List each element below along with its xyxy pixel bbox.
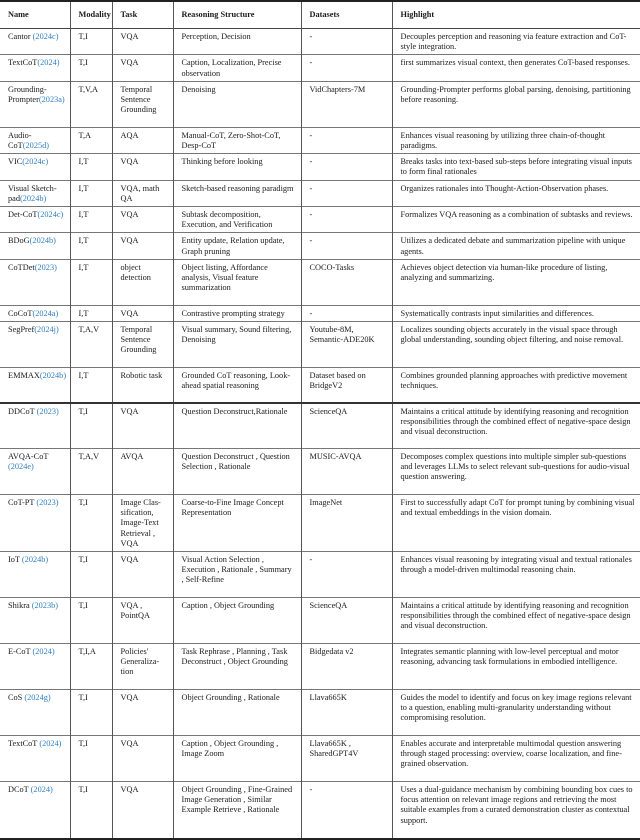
cell-task: Image Clas-sification, Image-Text Retrieval , VQA — [112, 495, 173, 552]
cell-datasets: VidChapters-7M — [301, 81, 392, 127]
cell-name: CoCoT(2024a) — [8, 308, 59, 318]
table-row — [0, 690, 640, 736]
cell-task: VQA — [112, 207, 173, 233]
cell-datasets: - — [301, 127, 392, 153]
citation-link[interactable]: (2024j) — [34, 325, 59, 335]
cell-modality: T,V,A — [70, 81, 112, 127]
citation-link[interactable]: (2024) — [39, 739, 62, 749]
cell-reasoning: Subtask decomposition, Execution, and Verification — [173, 207, 301, 233]
cell-modality: T,I — [70, 736, 112, 782]
cell-reasoning: Object Grounding , Rationale — [173, 690, 301, 736]
cell-highlight: Formalizes VQA reasoning as a combination of subtasks and reviews. — [392, 207, 640, 233]
table-row — [0, 598, 640, 644]
cell-modality: T,I — [70, 598, 112, 644]
cell-highlight: Maintains a critical attitude by identifying reasoning and recognition responsibilities through the combined effect of negative-space design and visual deconstruction. — [392, 598, 640, 644]
citation-link[interactable]: (2024b) — [21, 555, 49, 565]
cell-name: SegPref(2024j) — [8, 325, 59, 335]
cell-modality: T,A — [70, 127, 112, 153]
cell-highlight: Combines grounded planning approaches with predictive movement techniques. — [392, 368, 640, 403]
cell-highlight: Breaks tasks into text-based sub-steps before integrating visual inputs to form final rationales — [392, 154, 640, 180]
citation-link[interactable]: (2024b) — [29, 236, 56, 246]
cell-task: VQA, math QA — [112, 180, 173, 206]
cell-datasets: MUSIC-AVQA — [301, 449, 392, 495]
citation-link[interactable]: (2024e) — [8, 462, 34, 472]
cell-highlight: Achieves object detection via human-like procedure of listing, analyzing and summarizing. — [392, 259, 640, 305]
cell-highlight: Uses a dual-guidance mechanism by combining bounding box cues to focus attention on relevant image regions and retrieving the most suitable examples from a curated demonstration cluster as contextual support. — [392, 782, 640, 839]
cell-datasets: - — [301, 552, 392, 598]
cell-modality: T,I,A — [70, 644, 112, 690]
cell-highlight: Enhances visual reasoning by integrating visual and textual rationales through a model-driven multimodal reasoning chain. — [392, 552, 640, 598]
cell-modality: T,A,V — [70, 322, 112, 368]
citation-link[interactable]: (2024) — [37, 58, 60, 68]
cell-modality: I,T — [70, 305, 112, 321]
citation-link[interactable]: (2024b) — [19, 193, 47, 203]
citation-link[interactable]: (2025d) — [22, 141, 50, 151]
cell-task: VQA — [112, 154, 173, 180]
cell-modality: I,T — [70, 368, 112, 403]
cell-modality: T,I — [70, 552, 112, 598]
cell-datasets: - — [301, 55, 392, 81]
header-task: Task — [112, 1, 173, 29]
table-row — [0, 305, 640, 321]
cell-reasoning: Question Deconstruct,Rationale — [173, 403, 301, 449]
cell-datasets: Dataset based on BridgeV2 — [301, 368, 392, 403]
citation-link[interactable]: (2023b) — [31, 601, 59, 611]
table-row — [0, 368, 640, 403]
cell-datasets: Bidgedata v2 — [301, 644, 392, 690]
cell-datasets: - — [301, 29, 392, 55]
cell-datasets: Llava665K — [301, 690, 392, 736]
cell-modality: I,T — [70, 233, 112, 259]
table-row — [0, 782, 640, 839]
cell-task: AQA — [112, 127, 173, 153]
cell-highlight: first summarizes visual context, then generates CoT-based responses. — [392, 55, 640, 81]
cell-datasets: Youtube-8M, Semantic-ADE20K — [301, 322, 392, 368]
cell-task: VQA — [112, 403, 173, 449]
table-row — [0, 644, 640, 690]
cell-reasoning: Grounded CoT reasoning, Look-ahead spatial reasoning — [173, 368, 301, 403]
cell-reasoning: Entity update, Relation update, Graph pruning — [173, 233, 301, 259]
citation-link[interactable]: (2024c) — [37, 210, 64, 220]
cell-reasoning: Object Grounding , Fine-Grained Image Generation , Similar Example Retrieve , Rationale — [173, 782, 301, 839]
cell-name: BDoG(2024b) — [8, 236, 56, 246]
cell-highlight: First to successfully adapt CoT for prompt tuning by combining visual and textual embeddings in the vision domain. — [392, 495, 640, 552]
cell-name: TextCoT (2024) — [8, 739, 62, 749]
cell-reasoning: Manual-CoT, Zero-Shot-CoT, Desp-CoT — [173, 127, 301, 153]
cell-name: CoS (2024g) — [8, 693, 51, 703]
cell-task: VQA , PointQA — [112, 598, 173, 644]
cell-name: AVQA-CoT (2024e) — [8, 452, 49, 472]
cell-task: VQA — [112, 305, 173, 321]
citation-link[interactable]: (2023) — [36, 406, 59, 416]
table-row — [0, 552, 640, 598]
cell-name: DDCoT (2023) — [8, 406, 59, 416]
cell-reasoning: Question Deconstruct , Question Selection , Rationale — [173, 449, 301, 495]
cell-reasoning: Sketch-based reasoning paradigm — [173, 180, 301, 206]
table-row — [0, 127, 640, 153]
cell-highlight: Enhances visual reasoning by utilizing three chain-of-thought paradigms. — [392, 127, 640, 153]
citation-link[interactable]: (2023a) — [38, 95, 65, 105]
cell-modality: I,T — [70, 259, 112, 305]
cell-name: DCoT (2024) — [8, 785, 53, 795]
cell-name: Cantor (2024c) — [8, 32, 59, 41]
cell-highlight: Utilizes a dedicated debate and summarization pipeline with unique agents. — [392, 233, 640, 259]
cell-name: Shikra (2023b) — [8, 601, 59, 611]
cell-modality: T,I — [70, 690, 112, 736]
cell-modality: I,T — [70, 180, 112, 206]
cell-task: VQA — [112, 55, 173, 81]
cell-datasets: - — [301, 207, 392, 233]
cell-datasets: Llava665K , SharedGPT4V — [301, 736, 392, 782]
citation-link[interactable]: (2024) — [30, 785, 53, 795]
cell-name: Det-CoT(2024c) — [8, 210, 64, 220]
cell-name: IoT (2024b) — [8, 555, 49, 565]
cell-datasets: - — [301, 305, 392, 321]
cell-name: Audio-CoT(2025d) — [8, 130, 50, 151]
cell-reasoning: Perception, Decision — [173, 29, 301, 55]
table-row — [0, 495, 640, 552]
header-modality: Modality — [70, 1, 112, 29]
cell-reasoning: Denoising — [173, 81, 301, 127]
cell-reasoning: Object listing, Affordance analysis, Visual feature summarization — [173, 259, 301, 305]
cell-task: AVQA — [112, 449, 173, 495]
table-row — [0, 736, 640, 782]
cell-task: VQA — [112, 690, 173, 736]
cell-task: object detection — [112, 259, 173, 305]
cell-datasets: COCO-Tasks — [301, 259, 392, 305]
table-row — [0, 449, 640, 495]
cell-task: Temporal Sentence Grounding — [112, 322, 173, 368]
cell-datasets: - — [301, 782, 392, 839]
cell-modality: T,I — [70, 403, 112, 449]
table-header-row — [0, 1, 640, 29]
cell-reasoning: Caption, Localization, Precise observation — [173, 55, 301, 81]
cell-datasets: ScienceQA — [301, 598, 392, 644]
cell-name: VIC(2024c) — [8, 157, 49, 167]
cell-task: VQA — [112, 29, 173, 55]
table-row — [0, 403, 640, 449]
table-row — [0, 81, 640, 127]
cell-reasoning: Caption , Object Grounding , Image Zoom — [173, 736, 301, 782]
cell-highlight: Decomposes complex questions into multiple simpler sub-questions and leverages LLMs to select relevant sub-questions for audio-visual question answering. — [392, 449, 640, 495]
cell-datasets: - — [301, 233, 392, 259]
cell-datasets: ImageNet — [301, 495, 392, 552]
cell-task: VQA — [112, 782, 173, 839]
citation-link[interactable]: (2024c) — [32, 32, 59, 41]
cell-task: Robotic task — [112, 368, 173, 403]
header-name: Name — [8, 10, 29, 20]
table-row — [0, 322, 640, 368]
citation-link[interactable]: (2024) — [32, 647, 55, 657]
cell-name: TextCoT(2024) — [8, 58, 60, 68]
table-row — [0, 55, 640, 81]
citation-link[interactable]: (2024c) — [22, 157, 49, 167]
cell-task: Temporal Sentence Grounding — [112, 81, 173, 127]
header-highlight: Highlight — [392, 1, 640, 29]
cell-reasoning: Coarse-to-Fine Image Concept Representation — [173, 495, 301, 552]
header-reasoning-structure: Reasoning Structure — [173, 1, 301, 29]
cell-modality: I,T — [70, 154, 112, 180]
cell-task: VQA — [112, 736, 173, 782]
cell-highlight: Integrates semantic planning with low-level perceptual and motor reasoning, advancing task formulations in embodied intelligence. — [392, 644, 640, 690]
cell-task: VQA — [112, 552, 173, 598]
cell-modality: T,I — [70, 782, 112, 839]
cell-datasets: - — [301, 154, 392, 180]
citation-link[interactable]: (2024a) — [32, 308, 59, 318]
citation-link[interactable]: (2023) — [36, 498, 59, 508]
cell-name: CoT-PT (2023) — [8, 498, 59, 508]
table-row — [0, 29, 640, 55]
cell-reasoning: Thinking before looking — [173, 154, 301, 180]
cell-name: EMMAX(2024b) — [8, 371, 67, 381]
table-row — [0, 259, 640, 305]
table-row — [0, 180, 640, 206]
cell-reasoning: Contrastive prompting strategy — [173, 305, 301, 321]
cell-task: VQA — [112, 233, 173, 259]
cell-modality: T,I — [70, 29, 112, 55]
cell-modality: I,T — [70, 207, 112, 233]
table-row — [0, 207, 640, 233]
cell-highlight: Maintains a critical attitude by identifying reasoning and recognition responsibilities through the combined effect of negative-space design and visual deconstruction. — [392, 403, 640, 449]
cell-datasets: ScienceQA — [301, 403, 392, 449]
cell-reasoning: Visual Action Selection , Execution , Rationale , Summary , Self-Refine — [173, 552, 301, 598]
cell-datasets: - — [301, 180, 392, 206]
cell-task: Policies' Generaliza-tion — [112, 644, 173, 690]
cell-highlight: Guides the model to identify and focus on key image regions relevant to a question, enabling multi-granularity understanding without compromising resolution. — [392, 690, 640, 736]
cell-name: Visual Sketch-pad(2024b) — [8, 183, 57, 203]
cell-name: CoTDet(2023) — [8, 262, 57, 272]
cell-name: E-CoT (2024) — [8, 647, 55, 657]
cell-modality: T,I — [70, 55, 112, 81]
cell-reasoning: Task Rephrase , Planning , Task Deconstruct , Object Grounding — [173, 644, 301, 690]
cell-highlight: Enables accurate and interpretable multimodal question answering through staged processing: overview, coarse localization, and fine-grained observation. — [392, 736, 640, 782]
cell-reasoning: Visual summary, Sound filtering, Denoising — [173, 322, 301, 368]
cell-highlight: Systematically contrasts input similarities and differences. — [392, 305, 640, 321]
citation-link[interactable]: (2024b) — [39, 371, 67, 381]
header-datasets: Datasets — [301, 1, 392, 29]
cell-highlight: Localizes sounding objects accurately in the visual space through global understanding, sounding object filtering, and noise removal. — [392, 322, 640, 368]
cell-highlight: Grounding-Prompter performs global parsing, denoising, partitioning before reasoning. — [392, 81, 640, 127]
cell-reasoning: Caption , Object Grounding — [173, 598, 301, 644]
table-row — [0, 154, 640, 180]
cell-highlight: Decouples perception and reasoning via feature extraction and CoT-style integration. — [392, 29, 640, 55]
cell-modality: T,I — [70, 495, 112, 552]
cell-highlight: Organizes rationales into Thought-Action-Observation phases. — [392, 180, 640, 206]
cell-name: Grounding-Prompter(2023a) — [8, 84, 65, 105]
citation-link[interactable]: (2023) — [34, 262, 57, 272]
table-row — [0, 233, 640, 259]
cell-modality: T,A,V — [70, 449, 112, 495]
citation-link[interactable]: (2024g) — [24, 693, 51, 703]
